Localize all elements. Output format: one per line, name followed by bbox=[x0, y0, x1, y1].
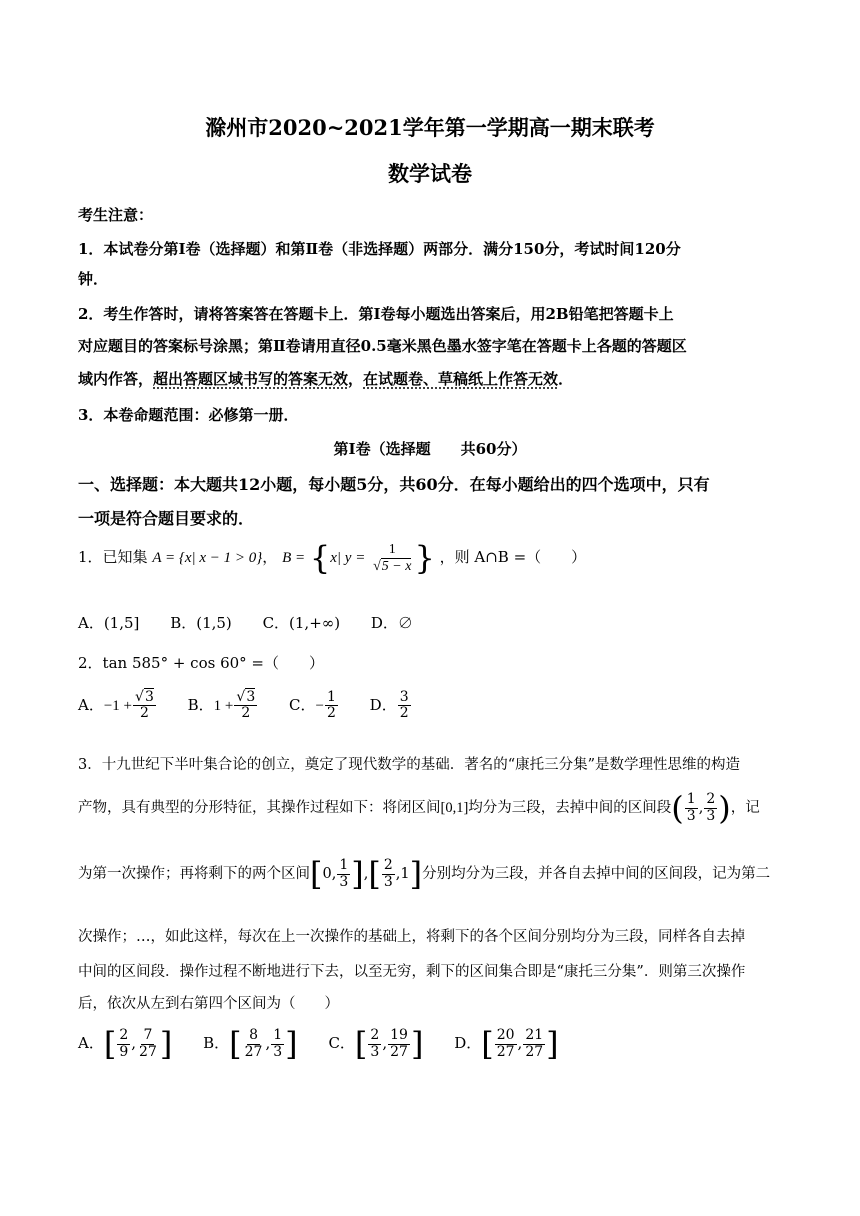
q3-line-4: 次操作；…，如此这样，每次在上一次操作的基础上，将剩下的各个区间分别均分为三段，同样各自去掉 bbox=[78, 929, 745, 945]
q1-option-b: B．(1,5) bbox=[170, 614, 232, 632]
q1-suffix: ，则 A∩B =（ ） bbox=[439, 548, 587, 566]
q3-line-2: 产物，具有典型的分形特征，其操作过程如下：将闭区间[0,1]均分为三段，去掉中间的区间段( $\frac{1}{3}$ , $\frac{2}{3}$ )，记 bbox=[78, 789, 760, 827]
q1-set-a: A = {x| x − 1 > 0} bbox=[152, 550, 263, 566]
exam-title: 滁州市2020~2021学年第一学期高一期末联考 bbox=[205, 115, 655, 140]
q3-option-c: C．[ $\frac{2}{3}$ , $\frac{19}{27}$ ] bbox=[328, 1025, 424, 1063]
q3-line-5: 中间的区间段．操作过程不断地进行下去，以至无穷，剩下的区间集合即是“康托三分集”．则第三次操作 bbox=[78, 964, 746, 980]
q1-set-b-label: B = bbox=[282, 550, 306, 566]
emphasis-text: 超出答题区域书写的答案无效 bbox=[153, 370, 349, 388]
notice-text: 域内作答， bbox=[78, 370, 154, 388]
q2-option-a: A．−1 + $\frac{√3}{2}$ bbox=[78, 689, 154, 722]
q1-option-d: D．∅ bbox=[370, 614, 413, 632]
section-title: 第Ⅰ卷（选择题 共60分） bbox=[333, 440, 527, 458]
notice-item-2-cont: 对应题目的答案标号涂黑；第Ⅱ卷请用直径0.5毫米黑色墨水签字笔在答题卡上各题的答题区 bbox=[78, 337, 687, 355]
q1-prefix: 1．已知集 bbox=[78, 548, 148, 566]
notice-item-2-cont2 bbox=[78, 368, 573, 389]
emphasis-text: 在试题卷、草稿纸上作答无效 bbox=[363, 370, 559, 388]
question-2: 2．tan 585° + cos 60° =（ ） bbox=[78, 654, 324, 672]
notice-item-3: 3．本卷命题范围：必修第一册． bbox=[78, 406, 299, 424]
q3-options bbox=[78, 1025, 585, 1063]
exam-subtitle: 数学试卷 bbox=[388, 161, 472, 186]
q1-options bbox=[78, 612, 439, 633]
notice-item-2: 2．考生作答时，请将答案答在答题卡上．第Ⅰ卷每小题选出答案后，用2B铅笔把答题卡上 bbox=[78, 305, 674, 323]
q3-option-b: B．[ $\frac{8}{27}$ , $\frac{1}{3}$ ] bbox=[203, 1025, 298, 1063]
question-3: 3．十九世纪下半叶集合论的创立，奠定了现代数学的基础．著名的“康托三分集”是数学理性思维的构造 bbox=[78, 757, 741, 773]
q1-set-b-inner: x| y = bbox=[330, 550, 366, 566]
q3-line-6: 后，依次从左到右第四个区间为（ ） bbox=[78, 996, 339, 1012]
q1-option-c: C．(1,+∞) bbox=[262, 614, 341, 632]
section-intro-cont: 一项是符合题目要求的． bbox=[78, 509, 255, 528]
notice-item-1: 1．本试卷分第Ⅰ卷（选择题）和第Ⅱ卷（非选择题）两部分．满分150分，考试时间120分 bbox=[78, 240, 681, 258]
q1-sep: ， bbox=[262, 548, 278, 566]
q3-option-d: D．[ $\frac{20}{27}$ , $\frac{21}{27}$ ] bbox=[454, 1025, 559, 1063]
notice-text: ， bbox=[348, 370, 364, 388]
question-1: 1．已知集 A = {x| x − 1 > 0}， B = {x| y = $\frac{1}{√5 - x}$ } ，则 A∩B =（ ） bbox=[78, 539, 587, 577]
section-intro: 一、选择题：本大题共12小题，每小题5分，共60分．在每小题给出的四个选项中，只有 bbox=[78, 475, 710, 494]
q2-options bbox=[78, 690, 438, 722]
notice-heading: 考生注意： bbox=[78, 206, 154, 224]
q3-option-a: A．[ $\frac{2}{9}$ , $\frac{7}{27}$ ] bbox=[78, 1025, 173, 1063]
notice-text: ． bbox=[558, 370, 574, 388]
q1-option-a: A．(1,5] bbox=[78, 614, 140, 632]
q2-option-b: B．1 + $\frac{√3}{2}$ bbox=[187, 689, 256, 722]
q2-option-d: D． $\frac{3}{2}$ bbox=[369, 689, 409, 722]
notice-item-1-cont: 钟． bbox=[78, 270, 109, 288]
q3-line-3: 为第一次操作；再将剩下的两个区间[0, $\frac{1}{3}$ ],[ $\frac{2}{3}$ ,1]分别均分为三段，并各自去掉中间的区间段，记为第二 bbox=[78, 855, 771, 893]
q1-fraction: $\frac{1}{√5 - x}$ bbox=[373, 542, 412, 574]
q2-option-c: C．− $\frac{1}{2}$ bbox=[289, 689, 336, 722]
